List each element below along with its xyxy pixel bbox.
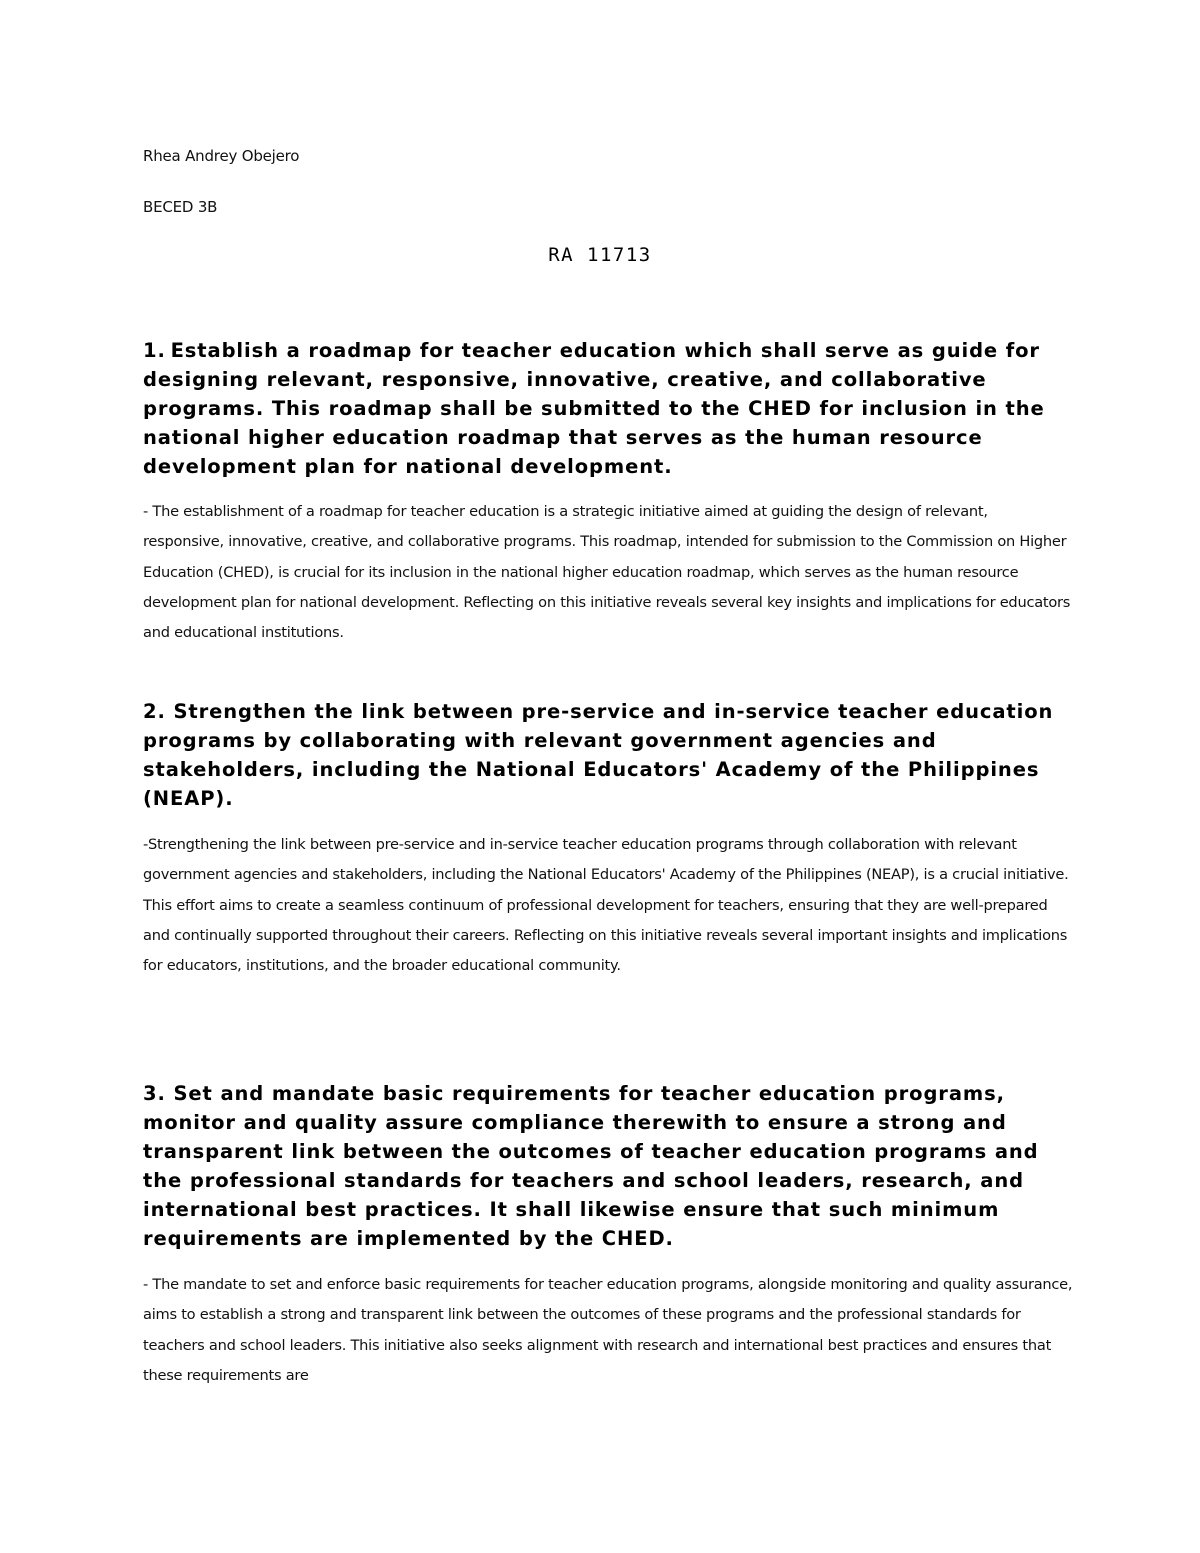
document-title: RA 11713 (548, 244, 652, 266)
item-3-heading: 3. Set and mandate basic requirements for teacher education programs, monitor and quality assure compliance therewith to ensure a strong and transparent link between the outcomes of teacher education programs and the professional standards for teachers and school leaders, research, and international best practices. It shall likewise ensure that such minimum requirements are implemented by the CHED. (143, 1082, 1039, 1250)
item-1-heading: 1. Establish a roadmap for teacher education which shall serve as guide for designing relevant, responsive, innovative, creative, and collaborative programs. This roadmap shall be submitted to the CHED for inclusion in the national higher education roadmap that serves as the human resource development plan for national development. (143, 339, 1045, 478)
item-2-heading: 2. Strengthen the link between pre-service and in-service teacher education programs by collaborating with relevant government agencies and stakeholders, including the National Educators' Academy of the Philippines (NEAP). (143, 700, 1054, 810)
item-1-body: - The establishment of a roadmap for teacher education is a strategic initiative aimed at guiding the design of relevant, responsive, innovative, creative, and collaborative programs. This roadmap, intended for submission to the Commission on Higher Education (CHED), is crucial for its inclusion in the national higher education roadmap, which serves as the human resource development plan for national development. Reflecting on this initiative reveals several key insights and implications for educators and educational institutions. (143, 503, 1071, 642)
class-section: BECED 3B (143, 198, 218, 216)
item-2-body: -Strengthening the link between pre-service and in-service teacher education programs through collaboration with relevant government agencies and stakeholders, including the National Educators' Academy of the Philippines (NEAP), is a crucial initiative. This effort aims to create a seamless continuum of professional development for teachers, ensuring that they are well-prepared and continually supported throughout their careers. Reflecting on this initiative reveals several important insights and implications for educators, institutions, and the broader educational community. (143, 836, 1069, 975)
item-3-body: - The mandate to set and enforce basic requirements for teacher education programs, alongside monitoring and quality assurance, aims to establish a strong and transparent link between the outcomes of these programs and the professional standards for teachers and school leaders. This initiative also seeks alignment with research and international best practices and ensures that these requirements are (143, 1276, 1073, 1384)
author-name: Rhea Andrey Obejero (143, 147, 300, 165)
